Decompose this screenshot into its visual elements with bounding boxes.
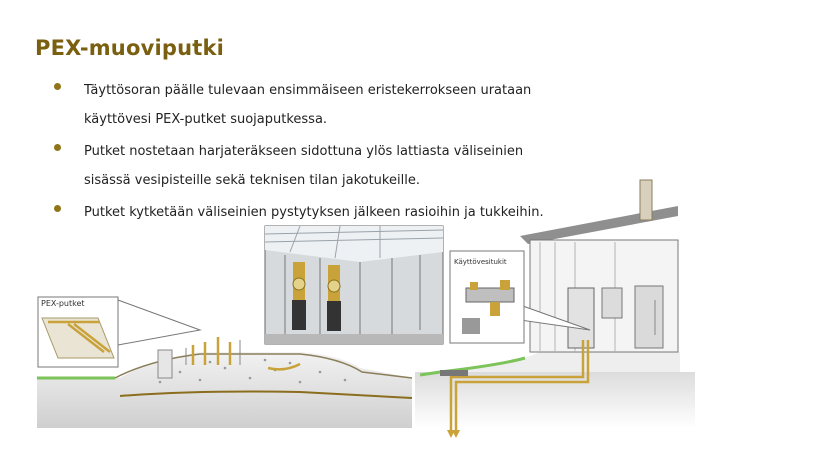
bullet-text-line: Putket nostetaan harjateräkseen sidottuna ylös lattiasta väliseinien: [84, 144, 524, 159]
pex-pipes-label: PEX-putket: [41, 299, 85, 308]
bullet-text-line: käyttövesi PEX-putket suojaputkessa.: [84, 112, 328, 127]
wall-interior-image: [265, 226, 443, 344]
pex-callout: [38, 297, 200, 367]
slide-title: PEX-muoviputki: [35, 36, 225, 60]
manifold-label: Käyttövesitukit: [454, 258, 507, 266]
bullet-text-line: Täyttösoran päälle tulevaan ensimmäiseen eristekerrokseen urataan: [84, 83, 532, 98]
bullet-text-line: sisässä vesipisteille sekä teknisen tilan jakotukeille.: [84, 173, 420, 188]
bullet-text-line: Putket kytketään väliseinien pystytyksen jälkeen rasioihin ja tukkeihin.: [84, 205, 544, 220]
